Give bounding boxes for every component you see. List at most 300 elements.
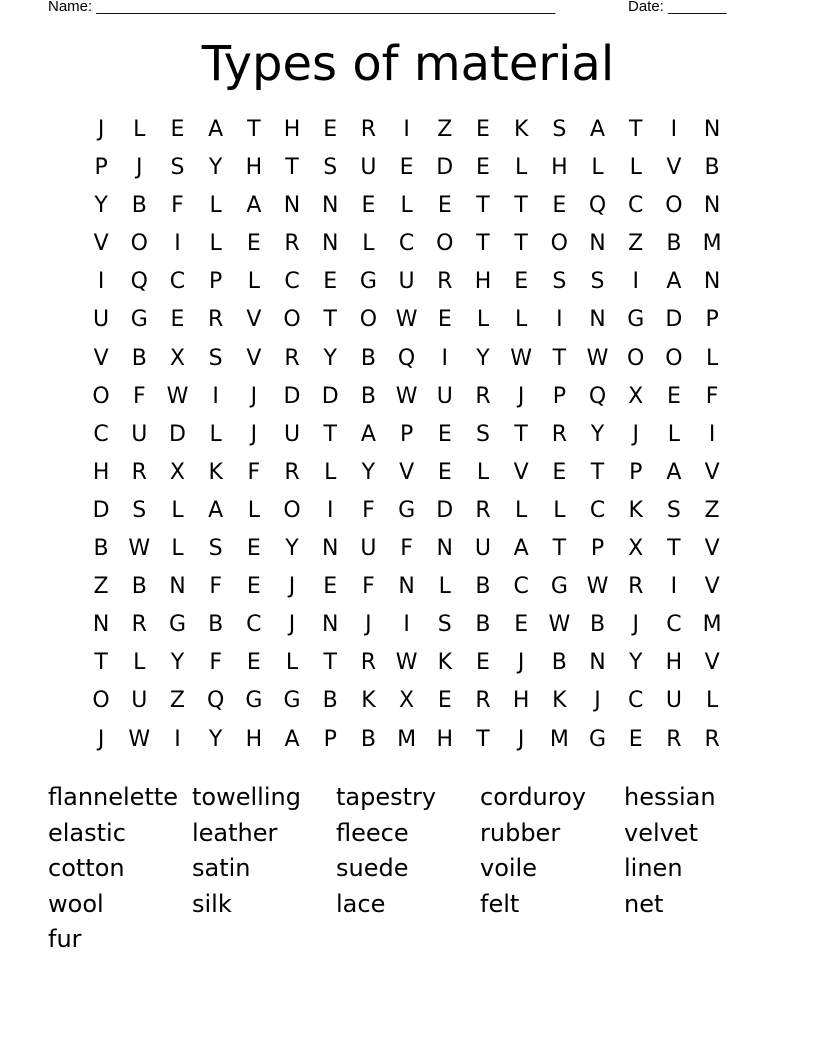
grid-letter[interactable]: R (360, 650, 377, 676)
grid-letter[interactable]: G (168, 612, 186, 638)
grid-letter[interactable]: I (403, 612, 410, 638)
grid-letter[interactable]: U (283, 421, 301, 447)
grid-letter[interactable]: U (93, 307, 110, 333)
grid-letter[interactable]: I (670, 117, 678, 142)
grid-letter[interactable]: Y (170, 650, 185, 676)
grid-letter[interactable]: W (510, 345, 533, 371)
grid-letter[interactable]: T (552, 345, 567, 371)
grid-letter[interactable]: P (552, 383, 566, 409)
grid-letter[interactable]: T (552, 536, 567, 562)
grid-letter[interactable]: F (362, 574, 375, 600)
grid-letter[interactable]: A (246, 193, 262, 219)
grid-letter[interactable]: I (556, 307, 563, 333)
grid-letter[interactable]: V (246, 345, 262, 371)
grid-letter[interactable]: L (591, 155, 604, 181)
grid-letter[interactable]: P (705, 307, 719, 333)
grid-letter[interactable]: L (171, 536, 184, 562)
grid-letter[interactable]: B (322, 688, 338, 714)
grid-letter[interactable]: C (169, 269, 186, 295)
grid-letter[interactable]: O (92, 383, 110, 409)
grid-letter[interactable]: B (360, 345, 376, 371)
grid-letter[interactable]: H (245, 726, 263, 752)
grid-letter[interactable]: C (589, 497, 606, 523)
grid-letter[interactable]: E (514, 612, 529, 638)
grid-letter[interactable]: B (475, 574, 491, 600)
grid-letter[interactable]: V (93, 231, 109, 257)
grid-letter[interactable]: R (628, 574, 644, 600)
grid-letter[interactable]: G (398, 497, 416, 523)
grid-letter[interactable]: M (702, 231, 722, 257)
grid-letter[interactable]: I (708, 421, 716, 447)
grid-letter[interactable]: U (360, 536, 377, 562)
grid-letter[interactable]: S (666, 497, 681, 523)
grid-letter[interactable]: P (94, 155, 108, 181)
grid-letter[interactable]: G (359, 269, 377, 295)
grid-letter[interactable]: R (360, 117, 377, 142)
grid-letter[interactable]: U (398, 269, 415, 295)
grid-letter[interactable]: J (632, 421, 639, 447)
grid-letter[interactable]: B (208, 612, 224, 638)
grid-letter[interactable]: W (395, 650, 418, 676)
grid-letter[interactable]: L (476, 307, 490, 333)
grid-letter[interactable]: O (283, 497, 301, 523)
grid-letter[interactable]: E (476, 155, 490, 181)
grid-letter[interactable]: K (437, 650, 452, 676)
grid-letter[interactable]: I (212, 383, 219, 409)
grid-letter[interactable]: L (209, 421, 222, 447)
grid-letter[interactable]: S (475, 421, 490, 447)
grid-letter[interactable]: E (323, 574, 338, 600)
grid-letter[interactable]: I (441, 345, 449, 371)
grid-letter[interactable]: N (321, 193, 339, 219)
grid-letter[interactable]: O (130, 231, 148, 257)
word-list-item: wool (48, 889, 104, 918)
grid-letter[interactable]: L (515, 155, 528, 181)
grid-letter[interactable]: U (474, 536, 492, 562)
grid-letter[interactable]: Q (206, 688, 225, 714)
grid-letter[interactable]: X (169, 345, 185, 371)
grid-letter[interactable]: Z (437, 117, 453, 142)
grid-letter[interactable]: S (552, 117, 567, 142)
grid-letter[interactable]: H (512, 688, 530, 714)
grid-letter[interactable]: R (704, 726, 720, 752)
grid-letter[interactable]: K (628, 497, 643, 523)
grid-letter[interactable]: Y (361, 459, 376, 485)
grid-letter[interactable]: I (174, 231, 181, 257)
grid-letter[interactable]: J (288, 612, 296, 638)
grid-letter[interactable]: R (208, 307, 224, 333)
grid-letter[interactable]: O (283, 307, 301, 333)
grid-letter[interactable]: E (246, 574, 261, 600)
grid-letter[interactable]: P (323, 726, 337, 752)
word-list-item: lace (336, 889, 386, 918)
grid-letter[interactable]: R (131, 459, 147, 485)
grid-letter[interactable]: E (476, 650, 490, 676)
grid-letter[interactable]: V (704, 536, 720, 562)
grid-letter[interactable]: Q (588, 383, 607, 409)
grid-letter[interactable]: V (399, 459, 415, 485)
grid-letter[interactable]: T (476, 231, 490, 257)
word-list-item: felt (480, 889, 520, 918)
grid-letter[interactable]: J (365, 612, 372, 638)
grid-letter[interactable]: N (321, 231, 339, 257)
grid-letter[interactable]: F (171, 193, 184, 219)
grid-letter[interactable]: K (552, 688, 567, 714)
grid-letter[interactable]: Y (208, 726, 223, 752)
grid-letter[interactable]: H (665, 650, 683, 676)
grid-letter[interactable]: L (362, 231, 375, 257)
grid-letter[interactable]: W (586, 574, 609, 600)
grid-letter[interactable]: N (283, 193, 301, 219)
grid-letter[interactable]: C (284, 269, 300, 295)
grid-letter[interactable]: L (515, 307, 528, 333)
grid-letter[interactable]: J (517, 726, 525, 752)
grid-letter[interactable]: B (704, 155, 720, 181)
grid-letter[interactable]: A (590, 117, 606, 142)
grid-letter[interactable]: J (288, 574, 296, 600)
grid-letter[interactable]: Z (169, 688, 185, 714)
grid-letter[interactable]: T (590, 459, 605, 485)
grid-letter[interactable]: I (174, 726, 181, 752)
grid-letter[interactable]: N (589, 307, 606, 333)
grid-letter[interactable]: W (395, 307, 418, 333)
grid-letter[interactable]: J (594, 688, 601, 714)
grid-letter[interactable]: R (475, 383, 491, 409)
grid-letter[interactable]: D (168, 421, 186, 447)
grid-letter[interactable]: T (628, 117, 643, 142)
grid-letter[interactable]: R (131, 612, 147, 638)
grid-letter[interactable]: E (552, 193, 567, 219)
grid-letter[interactable]: C (398, 231, 415, 257)
grid-letter[interactable]: V (704, 459, 720, 485)
grid-letter[interactable]: O (665, 193, 683, 219)
grid-letter[interactable]: E (437, 688, 452, 714)
grid-letter[interactable]: N (398, 574, 415, 600)
grid-letter[interactable]: D (665, 307, 683, 333)
grid-letter[interactable]: X (169, 459, 185, 485)
grid-letter[interactable]: X (399, 688, 415, 714)
grid-letter[interactable]: Q (588, 193, 607, 219)
grid-letter[interactable]: N (703, 193, 721, 219)
grid-letter[interactable]: Z (93, 574, 109, 600)
word-list-item: fur (48, 925, 82, 953)
grid-letter[interactable]: W (586, 345, 609, 371)
grid-letter[interactable]: W (166, 383, 189, 409)
grid-letter[interactable]: C (246, 612, 262, 638)
grid-letter[interactable]: J (517, 383, 525, 409)
grid-letter[interactable]: E (246, 231, 261, 257)
grid-letter[interactable]: W (548, 612, 571, 638)
grid-letter[interactable]: E (437, 421, 452, 447)
grid-letter[interactable]: T (94, 650, 108, 676)
grid-letter[interactable]: Q (397, 345, 416, 371)
grid-letter[interactable]: A (284, 726, 300, 752)
grid-letter[interactable]: E (399, 155, 414, 181)
grid-letter[interactable]: E (476, 117, 490, 142)
name-field[interactable]: Name: _______________________________________________________ (48, 0, 556, 15)
grid-letter[interactable]: K (361, 688, 376, 714)
grid-letter[interactable]: B (131, 574, 147, 600)
grid-letter[interactable]: S (170, 155, 185, 181)
grid-letter[interactable]: Y (628, 650, 643, 676)
grid-letter[interactable]: K (208, 459, 223, 485)
grid-letter[interactable]: L (705, 688, 719, 714)
grid-letter[interactable]: E (170, 307, 185, 333)
grid-letter[interactable]: E (323, 269, 338, 295)
grid-letter[interactable]: E (170, 117, 185, 142)
grid-letter[interactable]: L (667, 421, 681, 447)
grid-letter[interactable]: S (552, 269, 567, 295)
letter-grid[interactable] (82, 111, 731, 759)
grid-letter[interactable]: J (250, 421, 258, 447)
grid-letter[interactable]: S (590, 269, 605, 295)
grid-letter[interactable]: S (208, 536, 223, 562)
grid-letter[interactable]: B (131, 193, 147, 219)
grid-letter[interactable]: E (437, 459, 452, 485)
grid-letter[interactable]: E (514, 269, 529, 295)
grid-letter[interactable]: X (628, 383, 644, 409)
grid-letter[interactable]: U (360, 155, 377, 181)
grid-letter[interactable]: H (92, 459, 110, 485)
grid-letter[interactable]: L (171, 497, 184, 523)
grid-letter[interactable]: V (666, 155, 682, 181)
grid-letter[interactable]: E (323, 117, 338, 142)
grid-letter[interactable]: A (666, 459, 682, 485)
grid-letter[interactable]: I (403, 117, 410, 142)
grid-letter[interactable]: T (323, 307, 337, 333)
grid-letter[interactable]: H (283, 117, 301, 142)
grid-letter[interactable]: O (92, 688, 110, 714)
grid-letter[interactable]: B (589, 612, 606, 638)
grid-letter[interactable]: A (208, 497, 224, 523)
grid-letter[interactable]: Y (476, 345, 490, 371)
grid-letter[interactable]: H (474, 269, 492, 295)
grid-letter[interactable]: O (359, 307, 378, 333)
grid-letter[interactable]: L (133, 650, 146, 676)
grid-letter[interactable]: V (704, 650, 720, 676)
grid-letter[interactable]: T (323, 421, 337, 447)
grid-letter[interactable]: R (551, 421, 567, 447)
grid-letter[interactable]: T (514, 231, 528, 257)
word-list-item: velvet (624, 818, 699, 847)
grid-letter[interactable]: T (514, 193, 528, 219)
grid-letter[interactable]: A (513, 536, 529, 562)
grid-letter[interactable]: L (247, 269, 260, 295)
grid-letter[interactable]: J (97, 726, 105, 752)
grid-letter[interactable]: M (549, 726, 569, 752)
grid-letter[interactable]: T (667, 536, 681, 562)
grid-letter[interactable]: L (476, 459, 490, 485)
grid-letter[interactable]: L (285, 650, 299, 676)
grid-letter[interactable]: T (285, 155, 299, 181)
grid-letter[interactable]: V (93, 345, 109, 371)
grid-letter[interactable]: R (284, 231, 300, 257)
grid-letter[interactable]: E (361, 193, 376, 219)
grid-letter[interactable]: V (704, 574, 720, 600)
grid-letter[interactable]: O (436, 231, 454, 257)
grid-letter[interactable]: L (247, 497, 260, 523)
grid-letter[interactable]: G (589, 726, 607, 752)
grid-letter[interactable]: O (550, 231, 568, 257)
grid-letter[interactable]: R (666, 726, 682, 752)
grid-letter[interactable]: L (400, 193, 413, 219)
grid-letter[interactable]: Y (590, 421, 605, 447)
grid-letter[interactable]: L (515, 497, 528, 523)
grid-letter[interactable]: Y (323, 345, 337, 371)
grid-letter[interactable]: T (476, 726, 490, 752)
grid-letter[interactable]: U (131, 421, 148, 447)
grid-letter[interactable]: L (705, 345, 719, 371)
grid-letter[interactable]: F (705, 383, 719, 409)
grid-letter[interactable]: U (665, 688, 682, 714)
grid-letter[interactable]: Z (704, 497, 720, 523)
grid-letter[interactable]: U (436, 383, 453, 409)
grid-letter[interactable]: D (321, 383, 339, 409)
grid-letter[interactable]: I (670, 574, 678, 600)
grid-letter[interactable]: J (250, 383, 258, 409)
grid-letter[interactable]: N (436, 536, 454, 562)
grid-letter[interactable]: E (246, 536, 261, 562)
grid-letter[interactable]: I (632, 269, 639, 295)
grid-letter[interactable]: A (666, 269, 682, 295)
grid-letter[interactable]: J (517, 650, 525, 676)
grid-letter[interactable]: X (628, 536, 644, 562)
grid-letter[interactable]: R (475, 497, 491, 523)
grid-letter[interactable]: F (400, 536, 413, 562)
grid-letter[interactable]: I (97, 269, 105, 295)
grid-letter[interactable]: N (589, 231, 606, 257)
grid-letter[interactable]: F (209, 650, 222, 676)
grid-letter[interactable]: T (323, 650, 337, 676)
grid-letter[interactable]: B (131, 345, 147, 371)
grid-letter[interactable]: P (209, 269, 223, 295)
grid-letter[interactable]: N (703, 269, 721, 295)
grid-letter[interactable]: L (438, 574, 451, 600)
grid-letter[interactable]: O (627, 345, 645, 371)
grid-letter[interactable]: N (589, 650, 606, 676)
grid-letter[interactable]: S (437, 612, 452, 638)
grid-letter[interactable]: W (128, 536, 151, 562)
grid-letter[interactable]: B (475, 612, 491, 638)
grid-letter[interactable]: E (437, 307, 452, 333)
grid-letter[interactable]: J (97, 117, 105, 142)
grid-letter[interactable]: P (629, 459, 643, 485)
grid-letter[interactable]: G (283, 688, 301, 714)
grid-letter[interactable]: S (132, 497, 147, 523)
grid-letter[interactable]: N (703, 117, 721, 142)
word-list-item: elastic (48, 818, 126, 847)
grid-letter[interactable]: L (553, 497, 566, 523)
grid-letter[interactable]: T (476, 193, 490, 219)
grid-letter[interactable]: K (513, 117, 529, 142)
word-list-item: cotton (48, 854, 125, 882)
grid-letter[interactable]: F (209, 574, 222, 600)
grid-letter[interactable]: E (628, 726, 643, 752)
grid-letter[interactable]: L (324, 459, 337, 485)
grid-letter[interactable]: N (321, 536, 339, 562)
date-field[interactable]: Date: _______ (628, 0, 727, 15)
grid-letter[interactable]: R (475, 688, 491, 714)
grid-letter[interactable]: O (665, 345, 683, 371)
grid-letter[interactable]: Y (94, 193, 108, 219)
grid-letter[interactable]: G (627, 307, 645, 333)
grid-letter[interactable]: G (130, 307, 148, 333)
grid-letter[interactable]: F (362, 497, 375, 523)
grid-letter[interactable]: R (284, 459, 300, 485)
grid-letter[interactable]: D (92, 497, 110, 523)
grid-letter[interactable]: H (436, 726, 454, 752)
grid-letter[interactable]: C (93, 421, 109, 447)
grid-letter[interactable]: B (666, 231, 682, 257)
grid-letter[interactable]: J (632, 612, 639, 638)
grid-letter[interactable]: E (246, 650, 261, 676)
grid-letter[interactable]: B (360, 726, 376, 752)
grid-letter[interactable]: M (397, 726, 417, 752)
grid-letter[interactable]: M (702, 612, 722, 638)
grid-letter[interactable]: F (247, 459, 261, 485)
grid-letter[interactable]: N (169, 574, 186, 600)
grid-letter[interactable]: G (245, 688, 263, 714)
grid-letter[interactable]: R (437, 269, 453, 295)
grid-letter[interactable]: E (437, 193, 452, 219)
grid-letter[interactable]: D (283, 383, 301, 409)
grid-letter[interactable]: D (436, 497, 454, 523)
grid-letter[interactable]: E (666, 383, 681, 409)
grid-letter[interactable]: Z (628, 231, 644, 257)
grid-letter[interactable]: N (92, 612, 110, 638)
grid-letter[interactable]: L (209, 193, 222, 219)
grid-letter[interactable]: G (550, 574, 568, 600)
grid-letter[interactable]: P (399, 421, 414, 447)
grid-letter[interactable]: Y (208, 155, 223, 181)
grid-letter[interactable]: C (666, 612, 682, 638)
grid-letter[interactable]: T (514, 421, 528, 447)
worksheet-header (48, 0, 740, 20)
grid-letter[interactable]: B (551, 650, 567, 676)
grid-letter[interactable]: V (513, 459, 529, 485)
grid-letter[interactable]: D (436, 155, 454, 181)
grid-letter[interactable]: N (321, 612, 339, 638)
grid-letter[interactable]: C (513, 574, 529, 600)
grid-letter[interactable]: A (208, 117, 224, 142)
grid-letter[interactable]: I (326, 497, 334, 523)
grid-letter[interactable]: S (323, 155, 338, 181)
grid-letter[interactable]: R (284, 345, 300, 371)
grid-letter[interactable]: Q (130, 269, 148, 295)
grid-letter[interactable]: H (245, 155, 263, 181)
grid-letter[interactable]: W (395, 383, 418, 409)
grid-letter[interactable]: V (246, 307, 262, 333)
grid-letter[interactable]: B (360, 383, 376, 409)
grid-letter[interactable]: C (628, 193, 644, 219)
grid-letter[interactable]: L (629, 155, 642, 181)
grid-letter[interactable]: L (209, 231, 222, 257)
grid-letter[interactable]: C (628, 688, 644, 714)
grid-letter[interactable]: W (128, 726, 151, 752)
grid-letter[interactable]: S (208, 345, 223, 371)
grid-letter[interactable]: B (93, 536, 109, 562)
grid-letter[interactable]: H (551, 155, 568, 181)
grid-letter[interactable]: E (552, 459, 567, 485)
grid-letter[interactable]: J (136, 155, 143, 181)
grid-letter[interactable]: T (247, 117, 261, 142)
grid-letter[interactable]: L (133, 117, 146, 142)
grid-letter[interactable]: P (590, 536, 605, 562)
grid-letter[interactable]: A (360, 421, 376, 447)
grid-letter[interactable]: Y (285, 536, 299, 562)
grid-letter[interactable]: U (131, 688, 148, 714)
grid-letter[interactable]: F (132, 383, 146, 409)
